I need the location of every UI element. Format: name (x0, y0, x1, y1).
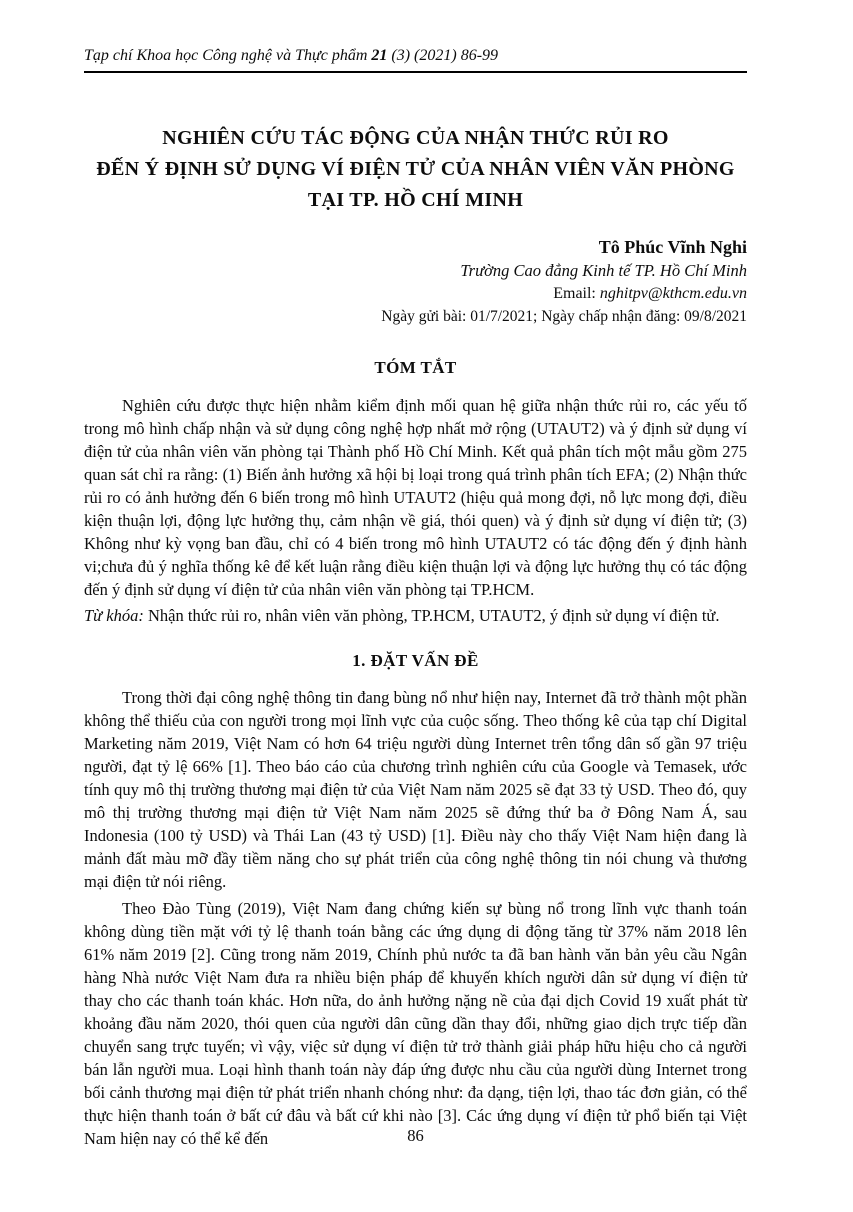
author-name: Tô Phúc Vĩnh Nghi (598, 237, 747, 257)
author-block (84, 236, 747, 328)
keywords-paragraph (84, 604, 747, 627)
email-address: nghitpv@kthcm.edu.vn (599, 285, 747, 302)
keywords-text: Nhận thức rủi ro, nhân viên văn phòng, TP.HCM, UTAUT2, ý định sử dụng ví điện tử. (143, 606, 720, 625)
author-email-line (84, 282, 747, 305)
article-title-line-2: ĐẾN Ý ĐỊNH SỬ DỤNG VÍ ĐIỆN TỬ CỦA NHÂN VIÊN VĂN PHÒNG (96, 158, 735, 180)
article-title-line-1: NGHIÊN CỨU TÁC ĐỘNG CỦA NHẬN THỨC RỦI RO (162, 127, 669, 149)
journal-issue-info: (3) (2021) 86-99 (387, 47, 499, 64)
journal-volume: 21 (371, 47, 388, 64)
journal-header (84, 46, 747, 73)
email-label: Email: (553, 285, 600, 302)
article-title-line-3: TẠI TP. HỒ CHÍ MINH (307, 189, 524, 211)
abstract-paragraph: Nghiên cứu được thực hiện nhằm kiểm định mối quan hệ giữa nhận thức rủi ro, các yếu tố trong mô hình chấp nhận và sử dụng công nghệ hợp nhất mở rộng (UTAUT2) và ý định sử dụng ví điện tử của nhân viên văn phòng tại Thành phố Hồ Chí Minh. Kết quả phân tích một mẫu gồm 275 quan sát chỉ ra rằng: (1) Biến ảnh hưởng xã hội bị loại trong quá trình phân tích EFA; (2) Nhận thức rủi ro có ảnh hưởng đến 6 biến trong mô hình UTAUT2 (hiệu quả mong đợi, nỗ lực mong đợi, điều kiện thuận lợi, động lực hưởng thụ, cảm nhận về giá, thói quen) và ý định sử dụng ví điện tử; (3) Không như kỳ vọng ban đầu, chỉ có 4 biến trong mô hình UTAUT2 có tác động đến ý định hành vi;chưa đủ ý nghĩa thống kê để kết luận rằng điều kiện thuận lợi và động lực hưởng thụ có tác động đến ý định sử dụng ví điện tử của nhân viên văn phòng tại TP.HCM. (84, 396, 747, 599)
journal-name: Tạp chí Khoa học Công nghệ và Thực phẩm (84, 47, 372, 64)
page-number: 86 (407, 1126, 424, 1145)
article-title (84, 123, 747, 216)
author-affiliation: Trường Cao đẳng Kinh tế TP. Hồ Chí Minh (460, 261, 747, 280)
submission-dates: Ngày gửi bài: 01/7/2021; Ngày chấp nhận đăng: 09/8/2021 (381, 308, 747, 325)
keywords-label: Từ khóa: (84, 606, 144, 625)
section-1-paragraph-1: Trong thời đại công nghệ thông tin đang bùng nổ như hiện nay, Internet đã trở thành một phần không thể thiếu của con người trong mọi lĩnh vực của cuộc sống. Theo thống kê của tạp chí Digital Marketing năm 2019, Việt Nam có hơn 64 triệu người dùng Internet trên tổng dân số gần 97 triệu người, đạt tỷ lệ 66% [1]. Theo báo cáo của chương trình nghiên cứu của Google và Temasek, ước tính quy mô thị trường thương mại điện tử của Việt Nam năm 2025 sẽ đạt 33 tỷ USD. Theo đó, quy mô thị trường thương mại điện tử Việt Nam năm 2025 sẽ đứng thứ ba ở Đông Nam Á, sau Indonesia (100 tỷ USD) và Thái Lan (43 tỷ USD) [1]. Điều này cho thấy Việt Nam hiện đang là mảnh đất màu mỡ đầy tiềm năng cho sự phát triển của công nghệ thông tin nói chung và thương mại điện tử nói riêng. (84, 688, 747, 891)
abstract-heading: TÓM TẮT (374, 358, 457, 377)
section-1-paragraph-2: Theo Đào Tùng (2019), Việt Nam đang chứng kiến sự bùng nổ trong lĩnh vực thanh toán không dùng tiền mặt với tỷ lệ thanh toán bằng các ứng dụng di động tăng từ 37% năm 2018 lên 61% năm 2019 [2]. Cũng trong năm 2019, Chính phủ nước ta đã ban hành văn bản yêu cầu Ngân hàng Nhà nước Việt Nam đưa ra nhiều biện pháp để khuyến khích người dân sử dụng ví điện tử thay cho các thanh toán khác. Hơn nữa, do ảnh hưởng nặng nề của đại dịch Covid 19 xuất phát từ khoảng đầu năm 2020, thói quen của người dân cũng dần thay đổi, những giao dịch trực tiếp dần chuyển sang trực tuyến; vì vậy, việc sử dụng ví điện tử trở thành giải pháp hữu hiệu cho cả người bán lẫn người mua. Loại hình thanh toán này đáp ứng được nhu cầu của người dùng Internet trong bối cảnh thương mại điện tử phát triển nhanh chóng như: đa dạng, tiện lợi, thao tác đơn giản, có thể thực hiện thanh toán ở bất cứ đâu và bất cứ khi nào [3]. Các ứng dụng ví điện tử phổ biến tại Việt Nam hiện nay có thể kể đến (84, 899, 747, 1148)
section-1-heading: 1. ĐẶT VẤN ĐỀ (352, 651, 479, 670)
